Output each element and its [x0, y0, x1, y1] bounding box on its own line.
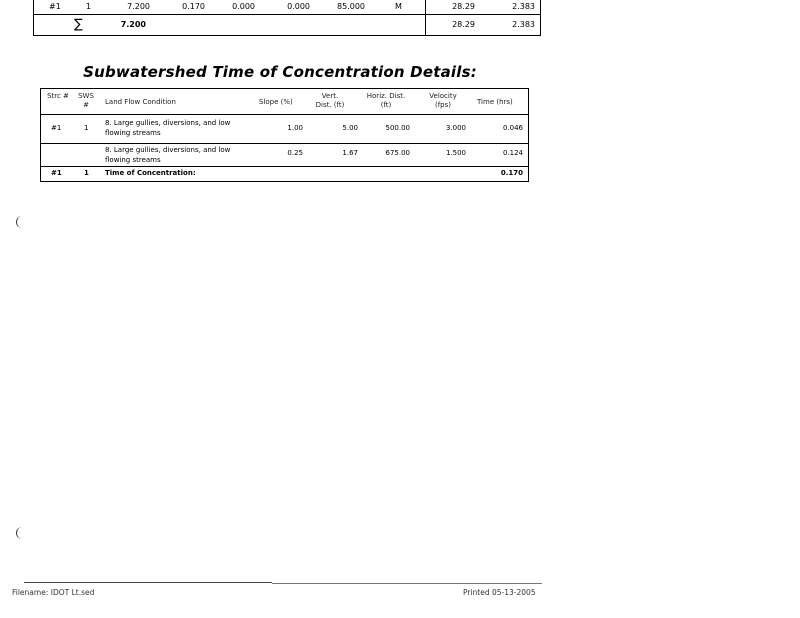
struct-cell: #1: [49, 2, 61, 11]
struct-cell: #1: [51, 169, 62, 177]
header-divider: [41, 114, 528, 115]
value-cell: M: [395, 2, 402, 11]
struct-cell: #1: [51, 124, 62, 132]
time-cell: 0.046: [502, 124, 523, 132]
hole-punch-mark: [16, 527, 23, 539]
section-title: Subwatershed Time of Concentration Details:: [83, 63, 477, 81]
sws-cell: 1: [84, 124, 89, 132]
sws-cell: 1: [84, 169, 89, 177]
sum-icon: ∑: [74, 17, 83, 32]
col-header-slope: Slope (%): [259, 98, 293, 106]
row-divider: [41, 143, 528, 144]
time-cell: 0.124: [502, 149, 523, 157]
col-header-sws: SWS #: [78, 92, 94, 109]
value-cell: 0.000: [232, 2, 255, 11]
hole-punch-mark: [16, 216, 23, 228]
sws-cell: 1: [86, 2, 92, 11]
area-cell: 7.200: [127, 2, 150, 11]
total-area: 7.200: [120, 20, 146, 29]
value-cell: 0.000: [287, 2, 310, 11]
value-cell: 85.000: [337, 2, 365, 11]
value-cell: 28.29: [452, 2, 475, 11]
velocity-cell: 3.000: [445, 124, 466, 132]
table-border-right: [540, 0, 541, 36]
col-header-velocity: Velocity (fps): [429, 92, 457, 109]
footer-rule: [24, 582, 272, 583]
footer-rule: [272, 583, 542, 584]
table-row-divider: [33, 14, 541, 15]
footer-filename: Filename: IDOT Lt.sed: [12, 588, 95, 597]
horiz-dist-cell: 500.00: [385, 124, 410, 132]
row-divider: [41, 166, 528, 167]
tc-details-table: [40, 88, 529, 182]
tc-total: 0.170: [500, 169, 523, 177]
slope-cell: 0.25: [287, 149, 303, 157]
col-header-struct: Strc #: [47, 92, 69, 100]
tc-label: Time of Concentration:: [105, 169, 196, 177]
vert-dist-cell: 1.67: [342, 149, 358, 157]
land-flow-cell: 8. Large gullies, diversions, and low flowing streams: [105, 146, 231, 164]
horiz-dist-cell: 675.00: [385, 149, 410, 157]
velocity-cell: 1.500: [445, 149, 466, 157]
col-header-land-flow: Land Flow Condition: [105, 98, 176, 106]
table-divider: [425, 0, 426, 36]
slope-cell: 1.00: [287, 124, 303, 132]
land-flow-cell: 8. Large gullies, diversions, and low flowing streams: [105, 119, 231, 137]
col-header-time: Time (hrs): [477, 98, 513, 106]
table-bottom-border: [33, 35, 541, 36]
footer-printed-date: Printed 05-13-2005: [463, 588, 536, 597]
value-cell: 2.383: [512, 2, 535, 11]
total-value: 28.29: [452, 20, 475, 29]
total-value: 2.383: [512, 20, 535, 29]
col-header-horiz-dist: Horiz. Dist. (ft): [366, 92, 406, 109]
value-cell: 0.170: [182, 2, 205, 11]
table-border-left: [33, 0, 34, 36]
col-header-vert-dist: Vert. Dist. (ft): [315, 92, 345, 109]
vert-dist-cell: 5.00: [342, 124, 358, 132]
